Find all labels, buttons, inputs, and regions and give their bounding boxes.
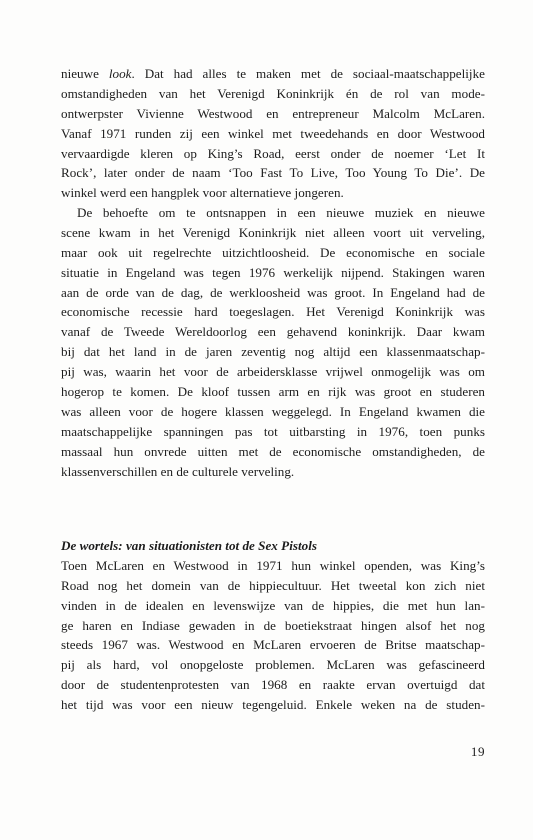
text-line: aan de orde van de dag, de werkloosheid was groot. In Engeland had de <box>61 284 485 300</box>
text-line: pij als hard, vol onopgeloste problemen. McLaren was gefascineerd <box>61 657 485 673</box>
text-line: omstandigheden van het Verenigd Koninkrijk én de rol van mode- <box>61 85 485 101</box>
text-line: winkel werd een hangplek voor alternatieve jongeren. <box>61 185 344 201</box>
text-line: Rock’, later onder de naam ‘Too Fast To Live, Too Young To Die’. De <box>61 165 485 181</box>
text-line: door de studentenprotesten van 1968 en raakte ervan overtuigd dat <box>61 677 485 693</box>
text-line: vanaf de Tweede Wereldoorlog een gehavend koninkrijk. Daar kwam <box>61 324 485 340</box>
text-line: pij was, waarin het voor de arbeidersklasse vrijwel onmogelijk was om <box>61 364 485 380</box>
section <box>61 536 485 715</box>
text-line: massaal hun onvrede uitten met de economische omstandigheden, de <box>61 443 485 459</box>
text-line: maar ook uit regelrechte uitzichtloosheid. De economische en sociale <box>61 244 485 260</box>
emphasized-word: look <box>108 66 132 81</box>
text-line: Road nog het domein van de hippiecultuur. Het tweetal kon zich niet <box>61 577 485 593</box>
text-line: situatie in Engeland was tegen 1976 werkelijk nijpend. Stakingen waren <box>61 264 485 280</box>
text-line: scene kwam in het Verenigd Koninkrijk niet alleen voort uit verveling, <box>61 224 485 240</box>
text-line: bij dat het land in de jaren zeventig nog altijd een klassenmaatschap- <box>61 344 485 360</box>
text-line: nieuwe look. Dat had alles te maken met de sociaal-maatschappelijke <box>61 66 485 81</box>
text-line: vinden in de idealen en levenswijze van de hippies, die met hun lan- <box>61 597 485 613</box>
paragraph-1 <box>61 64 485 203</box>
text-line: ontwerpster Vivienne Westwood en entrepreneur Malcolm McLaren. <box>61 105 485 121</box>
text-line: klassenverschillen en de culturele verveling. <box>61 463 295 479</box>
text-line: ge haren en Indiase gewaden in de boetiekstraat hingen alsof het nog <box>61 617 485 633</box>
text-line: Toen McLaren en Westwood in 1971 hun winkel openden, was King’s <box>61 557 485 573</box>
text-line: vervaardigde kleren op King’s Road, eerst onder de noemer ‘Let It <box>61 145 485 161</box>
text-line: steeds 1967 was. Westwood en McLaren ervoeren de Britse maatschap- <box>61 637 485 653</box>
page-number: 19 <box>470 744 485 759</box>
text-line: economische recessie hard toegeslagen. Het Verenigd Koninkrijk was <box>61 304 485 320</box>
text-line: Vanaf 1971 runden zij een winkel met tweedehands en door Westwood <box>61 125 485 141</box>
text-line: het tijd was voor een nieuw tegengeluid. Enkele weken na de studen- <box>61 697 485 713</box>
section-heading: De wortels: van situationisten tot de Sex Pistols <box>61 538 317 553</box>
text-line: De behoefte om te ontsnappen in een nieuwe muziek en nieuwe <box>77 205 485 220</box>
text-line: maatschappelijke spanningen pas tot uitbarsting in 1976, toen punks <box>61 423 485 439</box>
text-line: hogerop te komen. De kloof tussen arm en rijk was groot en studeren <box>61 384 485 400</box>
text-line: was alleen voor de hogere klassen weggelegd. In Engeland kwamen die <box>61 403 485 419</box>
paragraph-2 <box>61 203 485 481</box>
